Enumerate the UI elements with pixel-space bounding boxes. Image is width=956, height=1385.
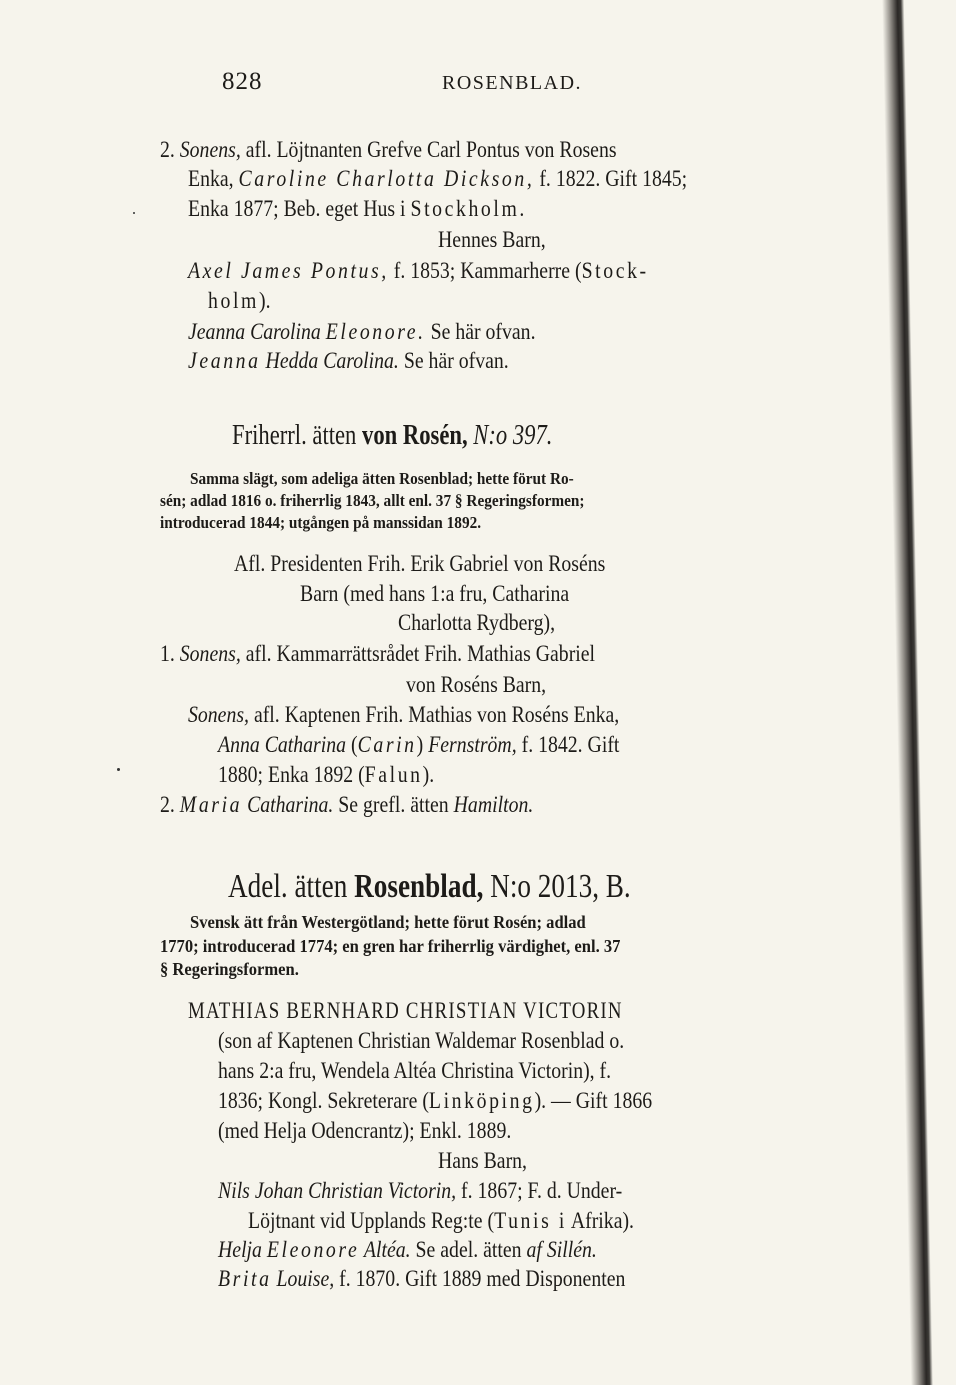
person-name: Caroline Charlotta Dickson, [238, 166, 535, 191]
page-number: 828 [222, 68, 263, 95]
person-name: Helja [218, 1237, 267, 1262]
person-name: Maria [179, 792, 243, 817]
person-name: Brita [218, 1266, 272, 1291]
person-name: Jeanna Carolina [188, 319, 326, 344]
text: 1770; introducerad 1774; en gren har friherrlig värdighet, enl. 37 [160, 936, 621, 956]
family-number: N:o 2013, B. [483, 868, 631, 905]
person-name: Eleonore [266, 1237, 360, 1262]
text-line [188, 165, 687, 193]
text-line [188, 347, 509, 375]
text: afl. Kammarrättsrådet Frih. Mathias Gabriel [240, 641, 596, 666]
text: Adel. ätten [228, 868, 355, 905]
family-description [190, 911, 586, 933]
text-line [248, 1207, 634, 1235]
text: Charlotta Rydberg), [398, 610, 556, 635]
place-name: Tunis i [494, 1208, 567, 1233]
text: ( [346, 732, 358, 757]
family-description [160, 958, 299, 980]
family-description [190, 468, 574, 490]
text: f. 1822. Gift 1845; [534, 166, 688, 191]
entry-number: 1. [160, 641, 175, 666]
paper-speck [117, 768, 120, 771]
text: ). [422, 762, 435, 787]
text: Hennes Barn, [438, 227, 546, 252]
family-name: Rosenblad, [354, 868, 484, 905]
page-header [0, 68, 956, 108]
italic-text: Sonens, [188, 702, 249, 727]
text: (son af Kaptenen Christian Waldemar Rosenblad o. [218, 1028, 625, 1053]
text: sén; adlad 1816 o. friherrlig 1843, allt enl. 37 § Regeringsformen; [160, 491, 585, 510]
text: f. 1853; Kammarherre ( [388, 258, 582, 283]
person-name: Eleonore. [325, 319, 426, 344]
text: afl. Löjtnanten Grefve Carl Pontus von Rosens [240, 137, 617, 162]
text-line [208, 287, 271, 315]
person-name: Anna Catharina [218, 732, 347, 757]
person-name: Catharina. [242, 792, 334, 817]
text: f. 1870. Gift 1889 med Disponenten [334, 1266, 626, 1291]
text: § Regeringsformen. [160, 959, 299, 979]
text: Se här ofvan. [398, 348, 509, 373]
text-line [218, 1177, 622, 1205]
text: Svensk ätt från Westergötland; hette förut Rosén; adlad [190, 912, 586, 932]
place-name: Linköping [428, 1088, 535, 1113]
person-name: Nils Johan Christian Victorin, [218, 1178, 457, 1203]
text: Afrika). [566, 1208, 635, 1233]
text: afl. Kaptenen Frih. Mathias von Roséns Enka, [248, 702, 620, 727]
italic-text: Sonens, [179, 641, 241, 666]
text-line [218, 1087, 652, 1115]
text: von Roséns Barn, [406, 672, 547, 697]
text-line [406, 671, 546, 699]
text-line [218, 1057, 611, 1085]
text-line [398, 609, 555, 637]
person-name: Fernström, [428, 732, 517, 757]
text: ). [258, 288, 271, 313]
entry-number: 2. [160, 792, 175, 817]
place-name: holm [208, 288, 259, 313]
text: hans 2:a fru, Wendela Altéa Christina Victorin), f. [218, 1058, 612, 1083]
person-name: Jeanna [188, 348, 261, 373]
family-description [160, 935, 620, 957]
section-heading [228, 868, 631, 906]
text: Enka, [188, 166, 239, 191]
text: Se grefl. ätten [333, 792, 454, 817]
text-line [300, 580, 569, 608]
text-line [218, 1027, 624, 1055]
text-line [160, 136, 617, 164]
family-description [160, 490, 585, 512]
text-line [218, 761, 434, 789]
family-description [160, 512, 481, 534]
entry-number: 2. [160, 137, 175, 162]
text: Se adel. ätten [410, 1237, 527, 1262]
text-line [160, 640, 595, 668]
text-line [218, 731, 619, 759]
section-heading [232, 418, 552, 452]
place-name: Falun [364, 762, 423, 787]
text: Barn (med hans 1:a fru, Catharina [300, 581, 570, 606]
place-name: Stockholm. [410, 196, 527, 221]
text: 1880; Enka 1892 ( [218, 762, 365, 787]
text-line [218, 1265, 625, 1293]
text-line [234, 550, 605, 578]
place-name: Stock- [581, 258, 649, 283]
subheading-children [438, 226, 546, 254]
person-name: Altéa. [359, 1237, 411, 1262]
text-line [188, 257, 649, 285]
binding-gutter-shadow [882, 0, 933, 1385]
text: ) [416, 732, 429, 757]
running-head: ROSENBLAD. [442, 72, 583, 94]
person-name-caps [188, 997, 623, 1025]
text: Samma slägt, som adeliga ätten Rosenblad; hette förut Ro- [190, 469, 574, 488]
person-name: MATHIAS BERNHARD CHRISTIAN VICTORIN [188, 998, 623, 1023]
text: f. 1867; F. d. Under- [456, 1178, 623, 1203]
text: f. 1842. Gift [516, 732, 620, 757]
paper-speck [133, 212, 135, 214]
text-line [188, 701, 619, 729]
text-line [218, 1236, 597, 1264]
text-line [160, 791, 533, 819]
family-name: Hamilton. [453, 792, 534, 817]
text: Afl. Presidenten Frih. Erik Gabriel von Roséns [234, 551, 606, 576]
family-name: af Sillén. [526, 1237, 597, 1262]
text: introducerad 1844; utgången på manssidan 1892. [160, 513, 482, 532]
text: Enka 1877; Beb. eget Hus i [188, 196, 411, 221]
text-line [218, 1117, 511, 1145]
text: Löjtnant vid Upplands Reg:te ( [248, 1208, 495, 1233]
person-name: Axel James Pontus, [188, 258, 389, 283]
family-number: N:o 397. [467, 419, 553, 451]
text: Hans Barn, [438, 1148, 527, 1173]
text: 1836; Kongl. Sekreterare ( [218, 1088, 429, 1113]
person-name: Carin [357, 732, 417, 757]
text-line [188, 318, 536, 346]
text-line [188, 195, 527, 223]
text: Se här ofvan. [425, 319, 536, 344]
subheading-children [438, 1147, 527, 1175]
italic-text: Sonens, [179, 137, 241, 162]
text: (med Helja Odencrantz); Enkl. 1889. [218, 1118, 512, 1143]
text: ). — Gift 1866 [534, 1088, 653, 1113]
person-name: Hedda Carolina. [260, 348, 399, 373]
family-name: von Rosén, [362, 419, 468, 451]
text: Friherrl. ätten [232, 419, 363, 451]
person-name: Louise, [271, 1266, 335, 1291]
